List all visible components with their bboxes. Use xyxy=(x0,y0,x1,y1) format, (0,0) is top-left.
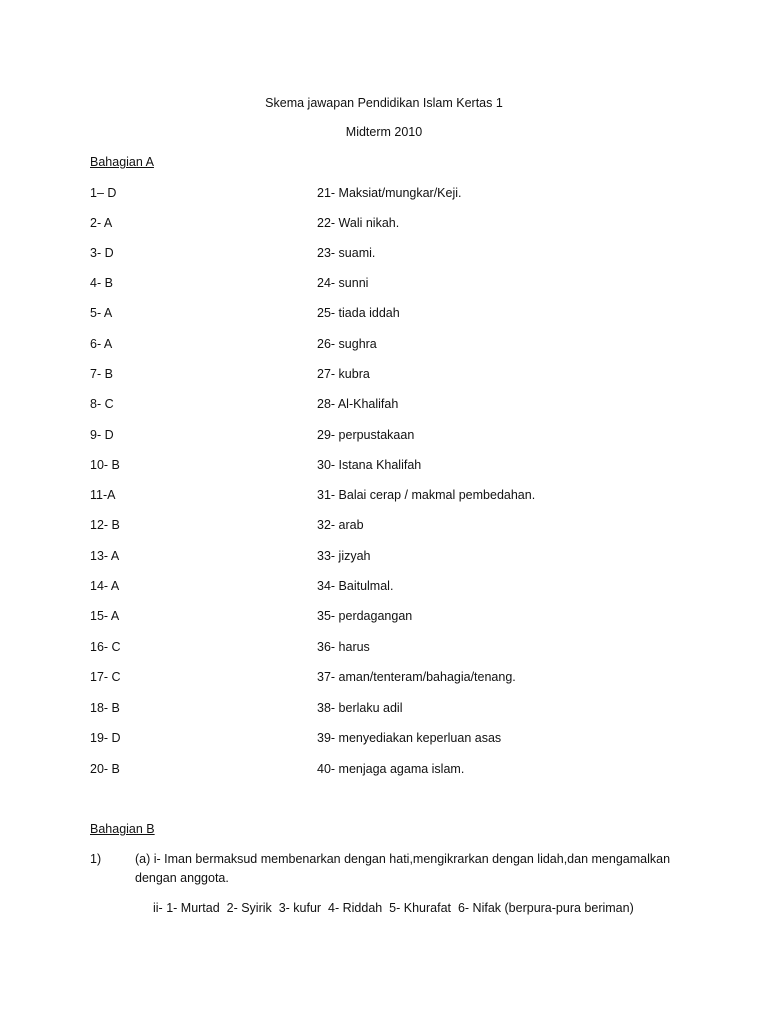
answer-a-right: 21- Maksiat/mungkar/Keji. xyxy=(317,186,462,200)
answer-a-right: 32- arab xyxy=(317,518,364,532)
answer-a-left: 1– D xyxy=(90,186,117,200)
answer-a-right: 27- kubra xyxy=(317,367,370,381)
answer-a-left: 17- C xyxy=(90,670,121,684)
document-title: Skema jawapan Pendidikan Islam Kertas 1 xyxy=(265,96,503,110)
answer-a-right: 36- harus xyxy=(317,640,370,654)
answer-a-right: 39- menyediakan keperluan asas xyxy=(317,731,502,745)
answer-a-right: 25- tiada iddah xyxy=(317,306,400,320)
answer-b-line: dengan anggota. xyxy=(135,871,229,885)
answer-a-left: 4- B xyxy=(90,276,113,290)
answer-a-right: 33- jizyah xyxy=(317,549,371,563)
answer-a-left: 11-A xyxy=(90,488,116,502)
document-subtitle: Midterm 2010 xyxy=(345,125,423,139)
question-number: 1) xyxy=(90,852,102,866)
answer-a-right: 30- Istana Khalifah xyxy=(317,458,422,472)
answer-a-right: 23- suami. xyxy=(317,246,376,260)
answer-a-right: 34- Baitulmal. xyxy=(317,579,394,593)
answer-a-right: 35- perdagangan xyxy=(317,609,413,623)
answer-a-left: 14- A xyxy=(90,579,120,593)
answer-a-left: 20- B xyxy=(90,762,120,776)
answer-b-line: (a) i- Iman bermaksud membenarkan dengan hati,mengikrarkan dengan lidah,dan mengamalkan xyxy=(135,852,671,866)
answer-a-right: 31- Balai cerap / makmal pembedahan. xyxy=(317,488,536,502)
answer-a-left: 12- B xyxy=(90,518,120,532)
answer-a-left: 6- A xyxy=(90,337,113,351)
answer-a-right: 22- Wali nikah. xyxy=(317,216,400,230)
answer-a-right: 26- sughra xyxy=(317,337,377,351)
answer-a-left: 15- A xyxy=(90,609,120,623)
answer-a-right: 38- berlaku adil xyxy=(317,701,403,715)
answer-a-left: 16- C xyxy=(90,640,121,654)
answer-a-left: 9- D xyxy=(90,428,114,442)
answer-a-right: 28- Al-Khalifah xyxy=(317,397,399,411)
answer-a-left: 19- D xyxy=(90,731,121,745)
answer-a-left: 3- D xyxy=(90,246,114,260)
answer-a-left: 13- A xyxy=(90,549,120,563)
answer-a-left: 10- B xyxy=(90,458,120,472)
answer-a-left: 8- C xyxy=(90,397,114,411)
answer-a-right: 40- menjaga agama islam. xyxy=(317,762,465,776)
answer-a-left: 7- B xyxy=(90,367,113,381)
answer-a-right: 29- perpustakaan xyxy=(317,428,415,442)
answer-a-right: 24- sunni xyxy=(317,276,369,290)
section-b-heading: Bahagian B xyxy=(90,822,155,836)
answer-b-list: ii- 1- Murtad 2- Syirik 3- kufur 4- Riddah 5- Khurafat 6- Nifak (berpura-pura beriman) xyxy=(153,901,634,915)
answer-a-left: 18- B xyxy=(90,701,120,715)
answer-a-left: 5- A xyxy=(90,306,113,320)
section-a-heading: Bahagian A xyxy=(90,155,154,169)
answer-a-right: 37- aman/tenteram/bahagia/tenang. xyxy=(317,670,516,684)
answer-a-left: 2- A xyxy=(90,216,113,230)
